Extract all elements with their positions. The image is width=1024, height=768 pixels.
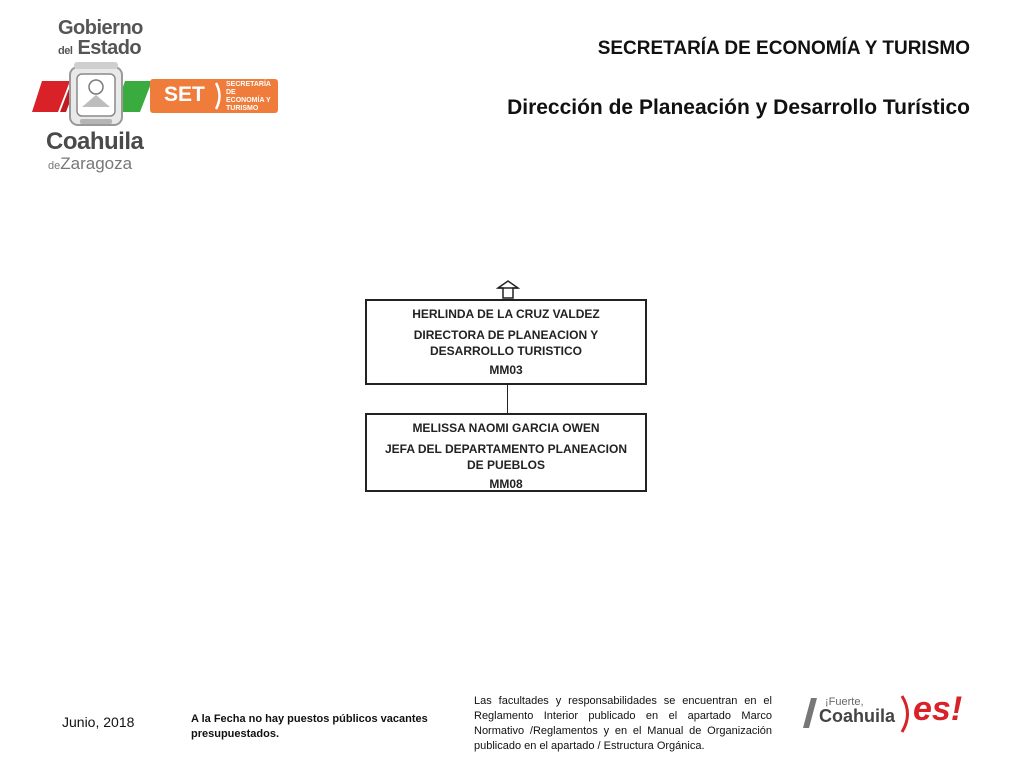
- org-connector-line: [507, 385, 508, 413]
- footer-vacantes-note: A la Fecha no hay puestos públicos vacantes presupuestados.: [191, 713, 428, 740]
- org-node-name: HERLINDA DE LA CRUZ VALDEZ: [412, 307, 600, 321]
- set-bracket-icon: [214, 81, 224, 111]
- org-node-code: MM08: [489, 477, 523, 491]
- org-node-directora: [365, 299, 647, 385]
- gobierno-coahuila-logo: [30, 15, 280, 175]
- org-node-role: JEFA DEL DEPARTAMENTO PLANEACION DE PUEBLOS: [384, 442, 628, 472]
- fuerte-coahuila-logo: [803, 690, 983, 740]
- logo-de-zaragoza-text: [48, 154, 132, 174]
- slogan-es-text: es!: [913, 690, 963, 728]
- secretaria-title: SECRETARÍA DE ECONOMÍA Y TURISMO: [597, 38, 970, 59]
- logo-zaragoza-text: Zaragoza: [60, 154, 133, 173]
- slogan-fuerte-text: ¡Fuerte,: [825, 696, 864, 708]
- footer-date: Junio, 2018: [62, 714, 135, 730]
- logo-coahuila-text: Coahuila: [46, 128, 144, 155]
- up-arrow-icon: [496, 280, 520, 300]
- direccion-title: Dirección de Planeación y Desarrollo Turístico: [507, 96, 970, 119]
- org-node-jefa-departamento: [365, 413, 647, 492]
- slogan-coahuila-text: Coahuila: [819, 706, 896, 726]
- set-label: SET: [164, 83, 205, 106]
- footer-facultades-note: Las facultades y responsabilidades se encuentran en el Reglamento Interior publicado en el apartado Marco Normativo /Reglamentos y en el Manual de Organización publicado en el apartado / Estructura Orgánica.: [474, 695, 772, 752]
- logo-del-text: del: [58, 45, 73, 57]
- slogan-parenthesis-icon: [899, 694, 913, 734]
- org-node-code: MM03: [489, 363, 523, 377]
- coat-of-arms-icon: [70, 62, 122, 125]
- logo-estado-text: Estado: [77, 37, 142, 59]
- logo-de-text: de: [48, 160, 61, 172]
- logo-gobierno-text: Gobierno: [58, 17, 143, 39]
- slogan-slash-icon: [803, 698, 817, 728]
- org-node-name: MELISSA NAOMI GARCIA OWEN: [412, 421, 600, 435]
- set-subtitle: SECRETARÍA DE ECONOMÍA Y TURISMO: [226, 81, 271, 112]
- org-node-role: DIRECTORA DE PLANEACION Y DESARROLLO TURISTICO: [413, 328, 599, 358]
